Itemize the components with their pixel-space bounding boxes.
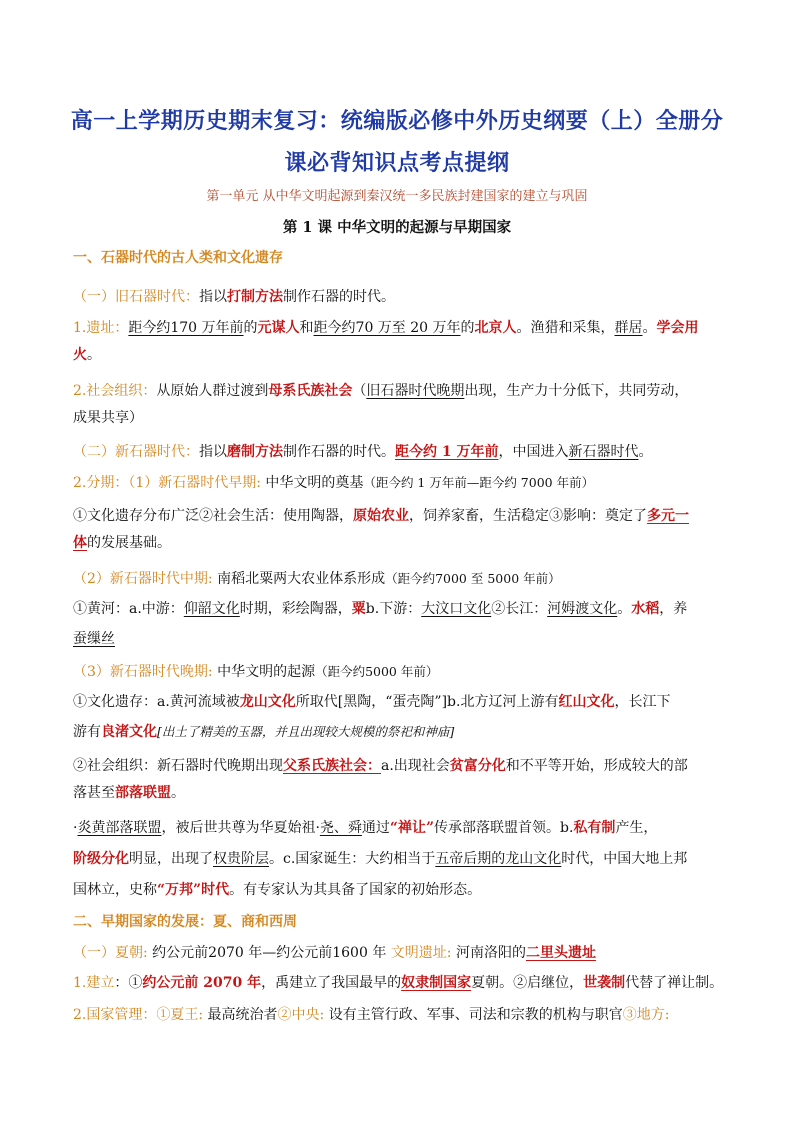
text-line	[73, 756, 733, 776]
keyword-text: 二里头遗址	[525, 945, 596, 961]
text-span: 出现，生产力十分低下，共同劳动，	[464, 383, 689, 399]
text-line	[73, 849, 733, 869]
text-span: ①文化遗存：a.黄河流域被	[73, 694, 240, 710]
text-span: 代替了禅让制。	[625, 975, 724, 991]
text-span: 。c.国家诞生：大约相当于	[269, 851, 436, 867]
text-span: [出土了精美的玉器，并且出现较大规模的祭祀和神庙]	[157, 724, 455, 739]
text-span: ，长江下	[614, 694, 671, 710]
keyword-text: 母系氏族社会	[268, 383, 353, 399]
text-span: 权贵阶层	[213, 851, 269, 867]
text-span: 河南洛阳的	[451, 945, 526, 961]
section-heading: 二、早期国家的发展：夏、商和西周	[73, 914, 297, 930]
text-span: 南稻北粟两大农业体系形成	[212, 571, 386, 587]
keyword-text: 磨制方法	[227, 444, 283, 460]
text-span: 。渔猎和采集，	[516, 320, 615, 336]
text-span: 最高统治者	[203, 1007, 278, 1023]
text-span: 传承部落联盟首领。b.	[434, 820, 574, 836]
text-span: 约公元前2070 年—约公元前1600 年	[147, 945, 391, 961]
keyword-text: 打制方法	[227, 289, 283, 305]
keyword-text: 私有制	[573, 820, 616, 836]
text-span: （2）新石器时代中期:	[73, 571, 213, 587]
text-span: （3）新石器时代晚期:	[73, 664, 213, 680]
text-span: 从原始人群过渡到	[156, 383, 269, 399]
text-line	[73, 912, 733, 932]
text-span: 指以	[199, 289, 227, 305]
text-line	[73, 318, 733, 338]
keyword-text: 体	[73, 535, 87, 551]
text-span: 明显，出现了	[129, 851, 213, 867]
text-line	[73, 473, 733, 493]
keyword-text: 红山文化	[558, 694, 615, 710]
text-span: ，养	[659, 601, 688, 617]
text-line	[73, 287, 733, 307]
text-span: 。有专家认为其具备了国家的初始形态。	[229, 882, 482, 898]
text-span: 和不平等开始，形成较大的部	[505, 758, 688, 774]
text-line	[73, 662, 733, 682]
text-line	[73, 599, 733, 619]
keyword-text: 龙山文化	[239, 694, 296, 710]
text-span: 1.遗址：	[73, 320, 129, 336]
text-span: 时代，中国大地上邦	[561, 851, 688, 867]
text-span: 群居	[614, 320, 643, 336]
text-span: 游有	[73, 724, 101, 740]
text-span: 。	[87, 347, 101, 363]
text-line	[73, 880, 733, 900]
text-line	[73, 722, 733, 742]
text-span: ②中央:	[277, 1007, 325, 1023]
text-span: 国林立，史称	[73, 882, 157, 898]
text-span: 和	[299, 320, 314, 336]
lesson-heading: 第 1 课 中华文明的起源与早期国家	[282, 219, 512, 236]
text-line	[73, 818, 733, 838]
text-span: （一）旧石器时代：	[73, 289, 199, 305]
keyword-text: 部落联盟	[115, 785, 171, 801]
text-span: 产生，	[615, 820, 658, 836]
document-title-line-1: 高一上学期历史期末复习：统编版必修中外历史纲要（上）全册分	[70, 109, 724, 134]
text-span: ②长江：	[491, 601, 548, 617]
text-span: 距今约70 万至 20 万年	[313, 320, 461, 336]
text-span: 炎黄部落联盟	[77, 820, 162, 836]
text-span: 中华文明的起源	[212, 664, 316, 680]
unit-heading: 第一单元 从中华文明起源到秦汉统一多民族封建国家的建立与巩固	[206, 189, 588, 204]
text-line	[73, 533, 733, 553]
text-span: 设有主管行政、军事、司法和宗教的机构与职官	[324, 1007, 623, 1023]
text-span: 。	[617, 601, 632, 617]
text-span: 仰韶文化	[183, 601, 240, 617]
keyword-text: 良渚文化	[101, 724, 157, 740]
text-span: （	[352, 383, 367, 399]
text-span: 落甚至	[73, 785, 115, 801]
text-span: 成果共享）	[73, 410, 143, 426]
text-span: ：①	[114, 975, 143, 991]
text-span: 的发展基础。	[87, 535, 171, 551]
text-line	[73, 506, 733, 526]
text-line	[73, 248, 733, 268]
keyword-text: “禅让”	[389, 820, 435, 836]
text-line	[73, 1005, 733, 1025]
keyword-text: 父系氏族社会：	[283, 758, 381, 774]
text-span: 大汶口文化	[421, 601, 492, 617]
text-span: b.下游：	[365, 601, 422, 617]
text-span: ①黄河：a.中游：	[73, 601, 184, 617]
text-span: ，饲养家畜，生活稳定③影响：奠定了	[409, 508, 647, 524]
text-line	[73, 973, 733, 993]
text-span: 所取代[黑陶，“蛋壳陶”]b.北方辽河上游有	[295, 694, 559, 710]
text-span: （距今约 1 万年前—距今约 7000 年前）	[363, 475, 595, 490]
keyword-text: 水稻	[631, 601, 660, 617]
text-span: 尧、舜	[319, 820, 362, 836]
keyword-text: 多元一	[647, 508, 689, 524]
text-span: 制作石器的时代。	[283, 289, 395, 305]
keyword-text: 北京人	[474, 320, 517, 336]
text-span: 的	[460, 320, 475, 336]
keyword-text: “万邦”时代	[157, 882, 230, 898]
text-span: ，中国进入	[498, 444, 569, 460]
keyword-text: 原始农业	[353, 508, 409, 524]
text-span: 通过	[361, 820, 390, 836]
text-span: 2.国家管理：①夏王:	[73, 1007, 204, 1023]
text-span: 时期，彩绘陶器，	[239, 601, 352, 617]
text-line	[73, 692, 733, 712]
keyword-text: 贫富分化	[449, 758, 506, 774]
text-span: 制作石器的时代。	[283, 444, 395, 460]
text-span: 中华文明的奠基	[260, 475, 364, 491]
text-span: 距今约170 万年前	[128, 320, 244, 336]
text-span: 2.分期：（1）新石器时代早期:	[73, 475, 261, 491]
text-span: ③地方:	[622, 1007, 670, 1023]
text-span: 河姆渡文化	[547, 601, 618, 617]
text-span: 五帝后期的龙山文化	[435, 851, 562, 867]
text-span: 。	[638, 444, 653, 460]
text-span: ，禹建立了我国最早的	[261, 975, 402, 991]
keyword-text: 学会用	[656, 320, 699, 336]
text-span: （一）夏朝:	[73, 945, 148, 961]
keyword-text: 阶级分化	[73, 851, 129, 867]
text-span: ①文化遗存分布广泛②社会生活：使用陶器，	[73, 508, 353, 524]
text-span: （距今约5000 年前）	[315, 664, 439, 679]
text-span: a.出现社会	[381, 758, 450, 774]
text-span: ·	[73, 820, 78, 836]
text-span: 夏朝。②启继位，	[471, 975, 584, 991]
text-span: 的	[243, 320, 258, 336]
text-span: 指以	[199, 444, 227, 460]
text-span: 。	[642, 320, 657, 336]
keyword-text: 粟	[351, 601, 366, 617]
text-line	[73, 408, 733, 428]
text-span: 新石器时代	[568, 444, 639, 460]
section-heading: 一、石器时代的古人类和文化遗存	[73, 250, 283, 266]
text-span: 。	[171, 785, 185, 801]
keyword-text: 世袭制	[583, 975, 626, 991]
text-line	[73, 629, 733, 649]
keyword-text: 奴隶制国家	[401, 975, 472, 991]
keyword-text: 元谋人	[257, 320, 300, 336]
text-span: 1.建立	[73, 975, 115, 991]
text-span: 蚕缫丝	[73, 631, 115, 647]
keyword-text: 约公元前 2070 年	[142, 975, 262, 991]
document-title-line-2: 课必背知识点考点提纲	[284, 151, 510, 176]
text-span: ②社会组织：新石器时代晚期出现	[73, 758, 283, 774]
text-line	[73, 442, 733, 462]
keyword-text: 距今约 1 万年前	[395, 444, 499, 460]
text-span: 2.社会组织：	[73, 383, 157, 399]
text-line	[73, 381, 733, 401]
text-line	[73, 569, 733, 589]
text-line	[73, 783, 733, 803]
text-span: 旧石器时代晚期	[366, 383, 465, 399]
text-line	[73, 345, 733, 365]
text-span: ，被后世共尊为华夏始祖·	[161, 820, 320, 836]
text-span: 文明遗址:	[390, 945, 452, 961]
text-span: （二）新石器时代：	[73, 444, 199, 460]
text-span: （距今约7000 至 5000 年前）	[385, 571, 561, 586]
text-line	[73, 943, 733, 963]
keyword-text: 火	[73, 347, 87, 363]
